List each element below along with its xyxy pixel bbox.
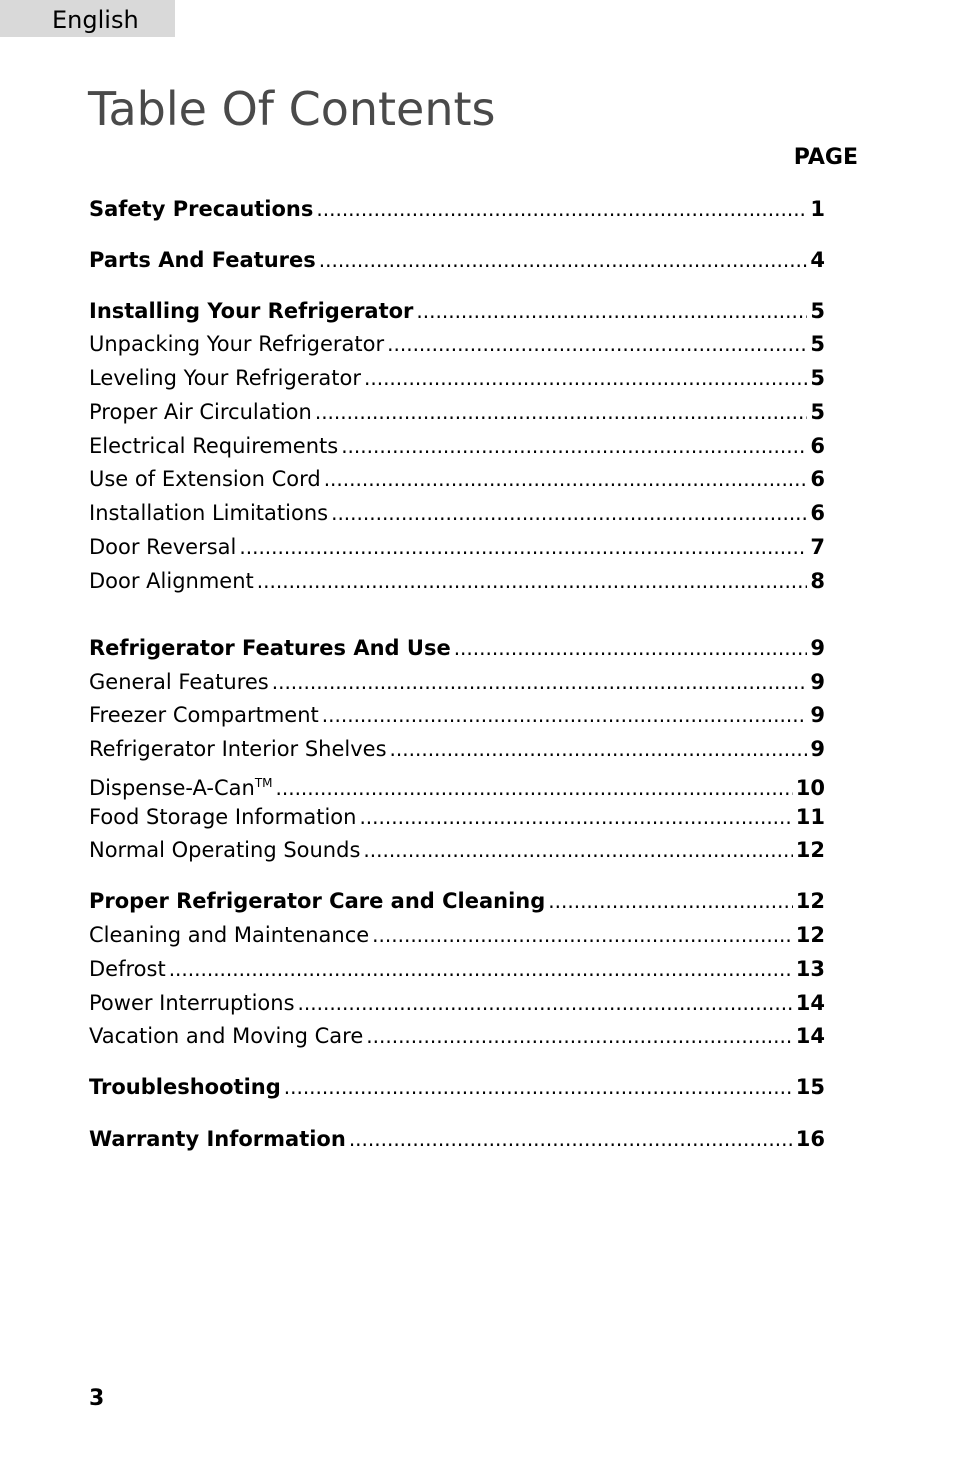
leader-dots [284, 1072, 793, 1102]
language-tab: English [0, 0, 175, 37]
toc-entry-label: Electrical Requirements [89, 434, 339, 458]
toc-entry-page: 12 [795, 923, 825, 947]
toc-entry-label: Leveling Your Refrigerator [89, 366, 361, 390]
page-column-header: PAGE [793, 145, 858, 170]
toc-entry-label [89, 768, 273, 803]
toc-entry-general-features[interactable] [89, 667, 825, 697]
toc-entry-label: Vacation and Moving Care [89, 1024, 364, 1048]
toc-entry-label: Door Reversal [89, 535, 237, 559]
toc-entry-label: Warranty Information [89, 1127, 346, 1151]
toc-entry-page: 11 [795, 805, 825, 829]
leader-dots [454, 633, 808, 663]
toc-entry-operating-sounds[interactable] [89, 835, 825, 865]
toc-entry-page: 14 [795, 991, 825, 1015]
toc-entry-freezer[interactable] [89, 700, 825, 730]
leader-dots [390, 734, 808, 764]
toc-entry-page: 5 [810, 366, 825, 390]
toc-entry-vacation-moving[interactable] [89, 1021, 825, 1051]
toc-entry-page: 6 [810, 501, 825, 525]
toc-entry-label: Door Alignment [89, 569, 254, 593]
toc-entry-page: 6 [810, 434, 825, 458]
toc-entry-page: 5 [810, 332, 825, 356]
leader-dots [363, 835, 792, 865]
toc-entry-power-interruptions[interactable] [89, 988, 825, 1018]
toc-entry-label: Parts And Features [89, 248, 316, 272]
toc-entry-page: 5 [810, 299, 825, 323]
leader-dots [322, 700, 808, 730]
toc-entry-page: 9 [810, 636, 825, 660]
toc-entry-features-and-use[interactable] [89, 633, 825, 663]
leader-dots [366, 1021, 792, 1051]
leader-dots [349, 1124, 793, 1154]
toc-entry-page: 5 [810, 400, 825, 424]
toc-entry-label: General Features [89, 670, 269, 694]
leader-dots [239, 532, 807, 562]
toc-entry-unpacking[interactable] [89, 329, 825, 359]
toc-entry-page: 9 [810, 670, 825, 694]
leader-dots [298, 988, 793, 1018]
toc-entry-safety-precautions[interactable] [89, 194, 825, 224]
trademark-mark: TM [254, 776, 273, 790]
toc-entry-page: 13 [795, 957, 825, 981]
leader-dots [324, 464, 808, 494]
leader-dots [316, 194, 807, 224]
toc-entry-dispense-a-can[interactable] [89, 768, 825, 798]
toc-entry-door-reversal[interactable] [89, 532, 825, 562]
toc-entry-page: 12 [795, 889, 825, 913]
toc-entry-care-and-cleaning[interactable] [89, 886, 825, 916]
toc-entry-cleaning-maintenance[interactable] [89, 920, 825, 950]
toc-entry-door-alignment[interactable] [89, 566, 825, 596]
leader-dots [257, 566, 808, 596]
toc-entry-defrost[interactable] [89, 954, 825, 984]
toc-entry-interior-shelves[interactable] [89, 734, 825, 764]
leader-dots [416, 296, 807, 326]
toc-entry-label: Defrost [89, 957, 166, 981]
toc-entry-page: 14 [795, 1024, 825, 1048]
toc-entry-food-storage[interactable] [89, 802, 825, 832]
toc-entry-installing[interactable] [89, 296, 825, 326]
toc-entry-label: Use of Extension Cord [89, 467, 321, 491]
leader-dots [169, 954, 793, 984]
toc-entry-label: Installation Limitations [89, 501, 329, 525]
page-title: Table Of Contents [88, 82, 496, 136]
toc-entry-label: Installing Your Refrigerator [89, 299, 414, 323]
toc-entry-label: Refrigerator Features And Use [89, 636, 451, 660]
toc-entry-troubleshooting[interactable] [89, 1072, 825, 1102]
toc-entry-warranty[interactable] [89, 1124, 825, 1154]
toc-entry-page: 10 [795, 776, 825, 800]
toc-entry-label-text: Dispense-A-Can [89, 776, 255, 800]
footer-page-number: 3 [89, 1386, 105, 1411]
leader-dots [276, 773, 793, 803]
toc-entry-label: Troubleshooting [89, 1075, 281, 1099]
toc-entry-label: Proper Refrigerator Care and Cleaning [89, 889, 546, 913]
leader-dots [331, 498, 807, 528]
toc-entry-air-circulation[interactable] [89, 397, 825, 427]
toc-entry-page: 16 [795, 1127, 825, 1151]
leader-dots [341, 431, 807, 461]
toc-entry-page: 9 [810, 703, 825, 727]
toc-entry-page: 7 [810, 535, 825, 559]
leader-dots [372, 920, 793, 950]
toc-entry-page: 4 [810, 248, 825, 272]
toc-entry-label: Safety Precautions [89, 197, 314, 221]
toc-entry-leveling[interactable] [89, 363, 825, 393]
toc-entry-page: 8 [810, 569, 825, 593]
toc-entry-label: Normal Operating Sounds [89, 838, 361, 862]
leader-dots [315, 397, 808, 427]
leader-dots [319, 245, 808, 275]
leader-dots [548, 886, 792, 916]
toc-entry-page: 6 [810, 467, 825, 491]
toc-entry-label: Freezer Compartment [89, 703, 319, 727]
toc-entry-parts-and-features[interactable] [89, 245, 825, 275]
leader-dots [387, 329, 807, 359]
toc-entry-label: Refrigerator Interior Shelves [89, 737, 387, 761]
toc-entry-page: 1 [810, 197, 825, 221]
toc-entry-label: Cleaning and Maintenance [89, 923, 370, 947]
toc-entry-label: Power Interruptions [89, 991, 295, 1015]
toc-entry-extension-cord[interactable] [89, 464, 825, 494]
leader-dots [364, 363, 807, 393]
toc-entry-page: 12 [795, 838, 825, 862]
toc-entry-label: Unpacking Your Refrigerator [89, 332, 385, 356]
leader-dots [272, 667, 808, 697]
toc-entry-label: Proper Air Circulation [89, 400, 312, 424]
toc-entry-installation-limitations[interactable] [89, 498, 825, 528]
toc-entry-page: 9 [810, 737, 825, 761]
toc-entry-electrical[interactable] [89, 431, 825, 461]
toc-entry-label: Food Storage Information [89, 805, 357, 829]
toc-entry-page: 15 [795, 1075, 825, 1099]
leader-dots [359, 802, 792, 832]
